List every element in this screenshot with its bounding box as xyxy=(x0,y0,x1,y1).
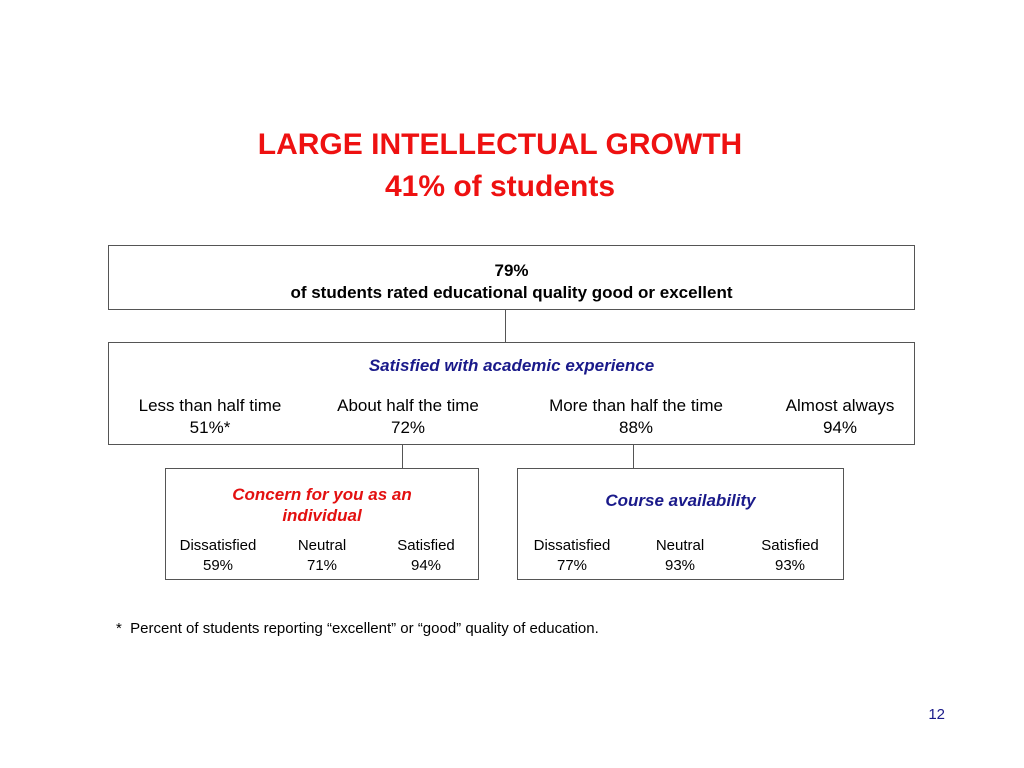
academic-col-more-half xyxy=(521,395,751,439)
connector-middle-right xyxy=(633,445,634,468)
academic-col-almost-always xyxy=(765,395,915,439)
academic-col-label: Less than half time xyxy=(138,396,282,415)
connector-top-middle xyxy=(505,310,506,342)
educational-quality-text: of students rated educational quality good or excellent xyxy=(290,283,733,302)
slide-title: LARGE INTELLECTUAL GROWTH xyxy=(257,128,743,161)
academic-experience-box xyxy=(108,342,915,445)
concern-col-label: Dissatisfied xyxy=(179,537,257,554)
concern-col-value: 59% xyxy=(202,557,234,574)
course-col-value: 93% xyxy=(664,557,696,574)
page-number: 12 xyxy=(928,706,945,723)
educational-quality-percent: 79% xyxy=(494,261,529,280)
course-availability-heading: Course availability xyxy=(605,491,756,510)
course-availability-box xyxy=(517,468,844,580)
footnote: * Percent of students reporting “excellent” or “good” quality of education. xyxy=(116,620,599,637)
course-col-satisfied xyxy=(740,536,840,576)
course-col-label: Satisfied xyxy=(761,537,819,554)
academic-col-value: 51%* xyxy=(189,418,231,437)
course-col-label: Dissatisfied xyxy=(533,537,611,554)
concern-col-value: 71% xyxy=(306,557,338,574)
course-col-label: Neutral xyxy=(655,537,705,554)
concern-for-individual-box xyxy=(165,468,479,580)
course-col-neutral xyxy=(634,536,726,576)
concern-col-neutral xyxy=(276,536,368,576)
concern-col-satisfied xyxy=(378,536,474,576)
concern-heading-line1: Concern for you as an xyxy=(232,485,412,504)
course-col-value: 93% xyxy=(774,557,806,574)
concern-col-value: 94% xyxy=(410,557,442,574)
academic-col-label: About half the time xyxy=(337,396,479,415)
concern-heading-line2: individual xyxy=(282,506,362,525)
course-col-dissatisfied xyxy=(522,536,622,576)
academic-col-value: 88% xyxy=(618,418,654,437)
concern-col-label: Neutral xyxy=(297,537,347,554)
academic-col-label: Almost always xyxy=(785,396,895,415)
academic-col-less-half xyxy=(117,395,303,439)
academic-col-value: 72% xyxy=(390,418,426,437)
academic-col-about-half xyxy=(315,395,501,439)
course-col-value: 77% xyxy=(556,557,588,574)
concern-col-dissatisfied xyxy=(170,536,266,576)
concern-heading xyxy=(166,484,478,526)
educational-quality-box xyxy=(108,245,915,310)
connector-middle-left xyxy=(402,445,403,468)
concern-col-label: Satisfied xyxy=(397,537,455,554)
academic-col-value: 94% xyxy=(822,418,858,437)
slide-subtitle: 41% of students xyxy=(384,170,616,203)
academic-col-label: More than half the time xyxy=(549,396,723,415)
academic-experience-heading: Satisfied with academic experience xyxy=(368,356,655,375)
